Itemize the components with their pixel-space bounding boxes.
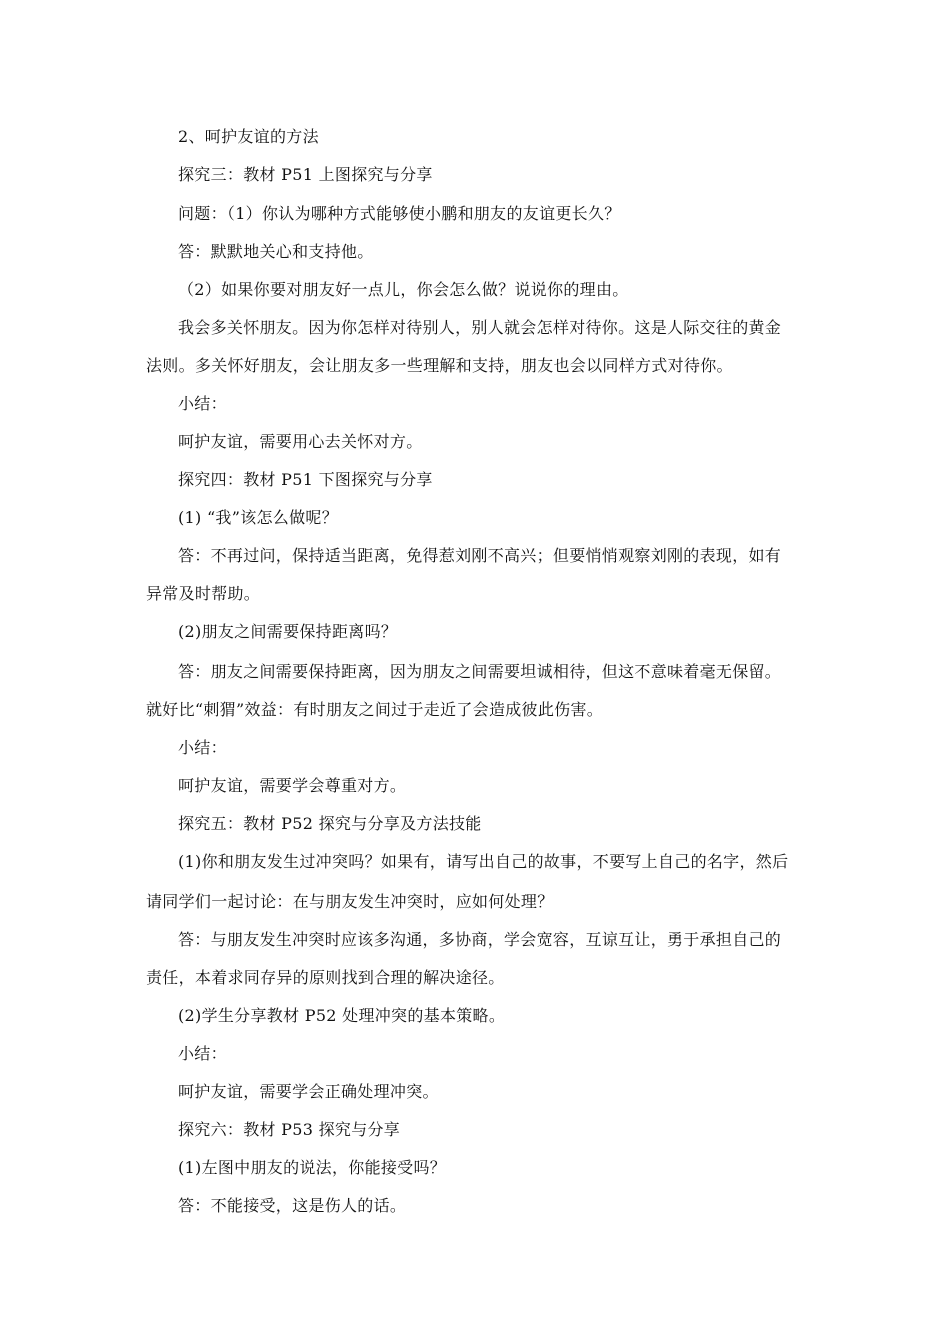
question-2: （2）如果你要对朋友好一点儿，你会怎么做？说说你的理由。 xyxy=(178,280,629,299)
summary-label: 小结： xyxy=(178,738,227,757)
section-heading: 2、呵护友谊的方法 xyxy=(178,127,319,146)
answer-5-line-2: 责任，本着求同存异的原则找到合理的解决途径。 xyxy=(146,968,505,987)
inquiry-heading-5: 探究五：教材 P52 探究与分享及方法技能 xyxy=(178,814,482,833)
question-4: (2)朋友之间需要保持距离吗？ xyxy=(178,622,398,641)
answer-5-line-1: 答：与朋友发生冲突时应该多沟通，多协商，学会宽容，互谅互让，勇于承担自己的 xyxy=(178,930,782,949)
answer-7: 答：不能接受，这是伤人的话。 xyxy=(178,1196,407,1215)
question-7: (1)左图中朋友的说法，你能接受吗？ xyxy=(178,1158,447,1177)
answer-1: 答：默默地关心和支持他。 xyxy=(178,242,374,261)
summary-text: 呵护友谊，需要用心去关怀对方。 xyxy=(178,432,423,451)
question-3: (1) “我”该怎么做呢？ xyxy=(178,508,339,527)
question-5-line-2: 请同学们一起讨论：在与朋友发生冲突时，应如何处理？ xyxy=(146,892,554,911)
summary-label: 小结： xyxy=(178,394,227,413)
summary-label: 小结： xyxy=(178,1044,227,1063)
answer-2-line-1: 我会多关怀朋友。因为你怎样对待别人，别人就会怎样对待你。这是人际交往的黄金 xyxy=(178,318,782,337)
inquiry-heading-6: 探究六：教材 P53 探究与分享 xyxy=(178,1120,401,1139)
answer-3-line-1: 答：不再过问，保持适当距离，免得惹刘刚不高兴；但要悄悄观察刘刚的表现，如有 xyxy=(178,546,782,565)
question-1: 问题：（1）你认为哪种方式能够使小鹏和朋友的友谊更长久？ xyxy=(178,204,621,223)
answer-2-line-2: 法则。多关怀好朋友，会让朋友多一些理解和支持，朋友也会以同样方式对待你。 xyxy=(146,356,733,375)
answer-4-line-1: 答：朋友之间需要保持距离，因为朋友之间需要坦诚相待，但这不意味着毫无保留。 xyxy=(178,662,782,681)
answer-4-line-2: 就好比“刺猬”效益：有时朋友之间过于走近了会造成彼此伤害。 xyxy=(146,700,604,719)
answer-3-line-2: 异常及时帮助。 xyxy=(146,584,261,603)
question-5-line-1: (1)你和朋友发生过冲突吗？如果有，请写出自己的故事，不要写上自己的名字，然后 xyxy=(178,852,789,871)
question-6: (2)学生分享教材 P52 处理冲突的基本策略。 xyxy=(178,1006,506,1025)
summary-text: 呵护友谊，需要学会正确处理冲突。 xyxy=(178,1082,439,1101)
inquiry-heading-3: 探究三：教材 P51 上图探究与分享 xyxy=(178,165,433,184)
inquiry-heading-4: 探究四：教材 P51 下图探究与分享 xyxy=(178,470,433,489)
summary-text: 呵护友谊，需要学会尊重对方。 xyxy=(178,776,407,795)
